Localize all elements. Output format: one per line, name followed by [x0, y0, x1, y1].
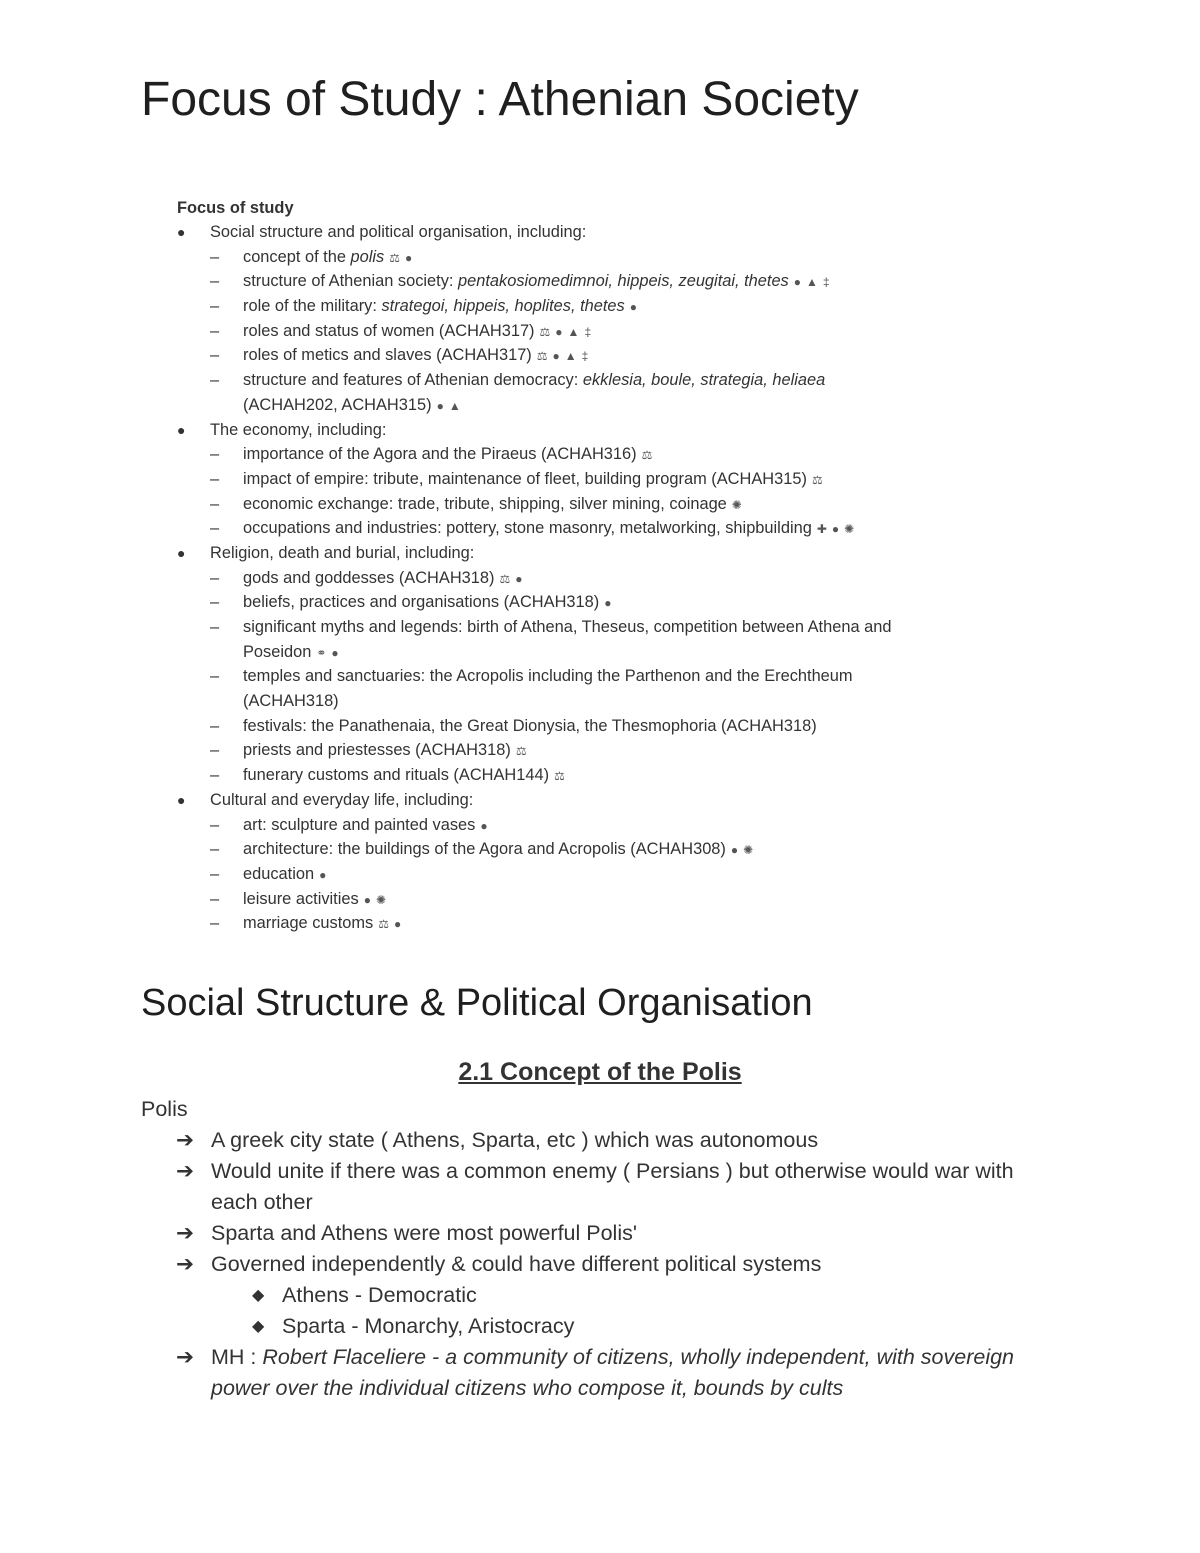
focus-item: [177, 343, 1017, 368]
gear-icon: [732, 493, 742, 518]
dash-marker: –: [210, 766, 220, 785]
focus-item-text: marriage customs: [243, 914, 374, 933]
dash-marker: –: [210, 247, 220, 266]
focus-item-cont-text: (ACHAH202, ACHAH315): [243, 395, 432, 414]
focus-item-text: leisure activities: [243, 889, 359, 908]
globe-icon: [480, 814, 487, 839]
note-point: [141, 1125, 1061, 1156]
diamond-bullet-icon: ◆: [252, 1287, 265, 1304]
globe-icon: [405, 246, 412, 271]
note-quote: Robert Flaceliere - a community of citizens, wholly independent, with sovereign power over the individual citizens who compose it, bounds by cults: [211, 1345, 1015, 1400]
polis-notes: [141, 1094, 1061, 1404]
globe-icon: [555, 320, 562, 345]
focus-item: [177, 245, 1017, 270]
focus-section: [177, 220, 1017, 245]
focus-item-text: gods and goddesses (ACHAH318): [243, 568, 495, 587]
focus-item-cont-text: Poseidon: [243, 642, 312, 661]
focus-item-text: art: sculpture and painted vases: [243, 815, 476, 834]
focus-section: [177, 541, 1017, 566]
dash-marker: –: [210, 346, 220, 365]
note-point: [141, 1249, 1061, 1280]
scale-icon: [812, 468, 823, 493]
focus-item-italic: polis: [350, 247, 385, 266]
aus-icon: [806, 270, 818, 295]
dag-icon: [584, 320, 591, 345]
focus-item: [177, 837, 1017, 862]
note-text: Governed independently & could have different political systems: [211, 1252, 822, 1276]
focus-item: [177, 911, 1017, 936]
focus-section-label: Social structure and political organisation, including:: [210, 223, 587, 241]
dash-marker: –: [210, 815, 220, 834]
focus-item: [177, 590, 1017, 615]
bullet-marker: ●: [177, 224, 186, 240]
section-title: Social Structure & Political Organisation: [141, 982, 813, 1024]
focus-item-continuation: [177, 640, 1017, 665]
focus-item-text: festivals: the Panathenaia, the Great Dionysia, the Thesmophoria (ACHAH318): [243, 716, 817, 735]
dash-marker: –: [210, 667, 220, 686]
dash-marker: –: [210, 889, 220, 908]
aus-icon: [568, 320, 580, 345]
scale-icon: [540, 320, 551, 345]
focus-item-text: significant myths and legends: birth of Athena, Theseus, competition between Athena and: [243, 618, 892, 636]
focus-item: [177, 492, 1017, 517]
notes-label: Polis: [141, 1097, 188, 1121]
diamond-bullet-icon: ◆: [252, 1318, 265, 1335]
dash-marker: –: [210, 716, 220, 735]
dash-marker: –: [210, 445, 220, 464]
focus-item-text: funerary customs and rituals (ACHAH144): [243, 766, 550, 785]
note-point: [141, 1218, 1061, 1249]
dash-marker: –: [210, 469, 220, 488]
focus-item-italic: ekklesia, boule, strategia, heliaea: [582, 371, 826, 390]
focus-item: [177, 566, 1017, 591]
arrow-bullet-icon: ➔: [176, 1252, 195, 1276]
globe-icon: [553, 344, 560, 369]
note-text: A greek city state ( Athens, Sparta, etc ) which was autonomous: [211, 1128, 819, 1152]
focus-item: [177, 887, 1017, 912]
focus-item: [177, 269, 1017, 294]
aus-icon: [565, 344, 577, 369]
focus-item: [177, 813, 1017, 838]
dash-marker: –: [210, 741, 220, 760]
note-subpoint-text: Sparta - Monarchy, Aristocracy: [282, 1314, 575, 1338]
focus-item-cont-text: (ACHAH318): [243, 692, 339, 711]
note-subpoint-text: Athens - Democratic: [282, 1283, 477, 1307]
scale-icon: [499, 567, 510, 592]
scale-icon: [642, 443, 653, 468]
focus-item: [177, 516, 1017, 541]
focus-section: [177, 418, 1017, 443]
dash-marker: –: [210, 494, 220, 513]
focus-item-text: priests and priestesses (ACHAH318): [243, 741, 511, 760]
note-point: [141, 1342, 1061, 1404]
focus-of-study-scan: [177, 196, 1017, 936]
focus-item: [177, 763, 1017, 788]
globe-icon: [604, 591, 611, 616]
page-title: Focus of Study : Athenian Society: [141, 73, 859, 126]
bullet-marker: ●: [177, 791, 186, 808]
focus-item-text: roles and status of women (ACHAH317): [243, 321, 535, 340]
aus-icon: [449, 394, 461, 419]
focus-item-text: structure and features of Athenian democracy:: [243, 371, 583, 390]
focus-item-text: impact of empire: tribute, maintenance of fleet, building program (ACHAH315): [243, 469, 807, 488]
arrow-bullet-icon: ➔: [176, 1159, 195, 1183]
scale-icon: [537, 344, 548, 369]
dash-marker: –: [210, 519, 220, 538]
note-text: Would unite if there was a common enemy ( Persians ) but otherwise would war with each other: [211, 1159, 1014, 1214]
focus-item-continuation: [177, 393, 1017, 418]
note-text: MH :: [211, 1345, 263, 1369]
focus-item: [177, 368, 1017, 393]
note-point: [141, 1156, 1061, 1218]
dag-icon: [582, 344, 589, 369]
globe-icon: [630, 295, 637, 320]
dash-marker: –: [210, 371, 220, 390]
focus-section-label: Religion, death and burial, including:: [210, 543, 475, 562]
arrow-bullet-icon: ➔: [176, 1345, 195, 1369]
dag-icon: [823, 270, 830, 295]
arrow-bullet-icon: ➔: [176, 1221, 195, 1245]
focus-section-label: The economy, including:: [210, 420, 387, 439]
gear-icon: [844, 517, 854, 542]
globe-icon: [832, 517, 839, 542]
focus-item-text: beliefs, practices and organisations (ACHAH318): [243, 593, 600, 612]
focus-item: [177, 467, 1017, 492]
focus-item-continuation: [177, 689, 1017, 714]
focus-item-text: education: [243, 864, 315, 883]
focus-item-text: economic exchange: trade, tribute, shipping, silver mining, coinage: [243, 494, 727, 513]
focus-item-text: importance of the Agora and the Piraeus (ACHAH316): [243, 445, 637, 464]
globe-icon: [331, 641, 338, 666]
arrow-bullet-icon: ➔: [176, 1128, 195, 1152]
note-text: Sparta and Athens were most powerful Polis': [211, 1221, 637, 1245]
dash-marker: –: [210, 272, 220, 291]
focus-item-italic: strategoi, hippeis, hoplites, thetes: [381, 297, 625, 316]
focus-section-label: Cultural and everyday life, including:: [210, 790, 474, 809]
subsection-title: 2.1 Concept of the Polis: [458, 1058, 742, 1086]
globe-icon: [364, 888, 371, 913]
focus-item-text: temples and sanctuaries: the Acropolis including the Parthenon and the Erechtheum: [243, 667, 853, 686]
focus-item: [177, 615, 1017, 640]
scale-icon: [378, 912, 389, 937]
scale-icon: [516, 739, 527, 764]
dash-marker: –: [210, 321, 220, 340]
dash-marker: –: [210, 593, 220, 612]
focus-item: [177, 664, 1017, 689]
bullet-marker: ●: [177, 544, 186, 561]
globe-icon: [319, 863, 326, 888]
bullet-marker: ●: [177, 421, 186, 438]
focus-item-text: structure of Athenian society:: [243, 272, 459, 291]
focus-item: [177, 319, 1017, 344]
focus-item: [177, 294, 1017, 319]
focus-item: [177, 714, 1017, 739]
globe-icon: [515, 567, 522, 592]
plus-icon: [817, 517, 827, 542]
focus-item-text: occupations and industries: pottery, stone masonry, metalworking, shipbuilding: [243, 519, 812, 538]
dash-marker: –: [210, 840, 220, 859]
globe-icon: [394, 912, 401, 937]
scale-icon: [554, 764, 565, 789]
focus-item-text: role of the military:: [243, 297, 382, 316]
focus-item: [177, 738, 1017, 763]
note-subpoint: [141, 1311, 1061, 1342]
focus-item-text: architecture: the buildings of the Agora and Acropolis (ACHAH308): [243, 840, 726, 859]
focus-item-italic: pentakosiomedimnoi, hippeis, zeugitai, thetes: [458, 272, 789, 291]
focus-item: [177, 862, 1017, 887]
globe-icon: [731, 838, 738, 863]
dash-marker: –: [210, 297, 220, 316]
gear-icon: [743, 838, 753, 863]
dash-marker: –: [210, 864, 220, 883]
dash-marker: –: [210, 568, 220, 587]
dash-marker: –: [210, 618, 220, 636]
globe-icon: [437, 394, 444, 419]
link-icon: [316, 641, 326, 666]
globe-icon: [794, 270, 801, 295]
note-subpoint: [141, 1280, 1061, 1311]
focus-item: [177, 442, 1017, 467]
focus-heading: Focus of study: [177, 199, 294, 217]
focus-section: [177, 788, 1017, 813]
scale-icon: [389, 246, 400, 271]
gear-icon: [376, 888, 386, 913]
dash-marker: –: [210, 914, 220, 933]
focus-item-text: roles of metics and slaves (ACHAH317): [243, 346, 532, 365]
focus-item-text: concept of the: [243, 247, 351, 266]
